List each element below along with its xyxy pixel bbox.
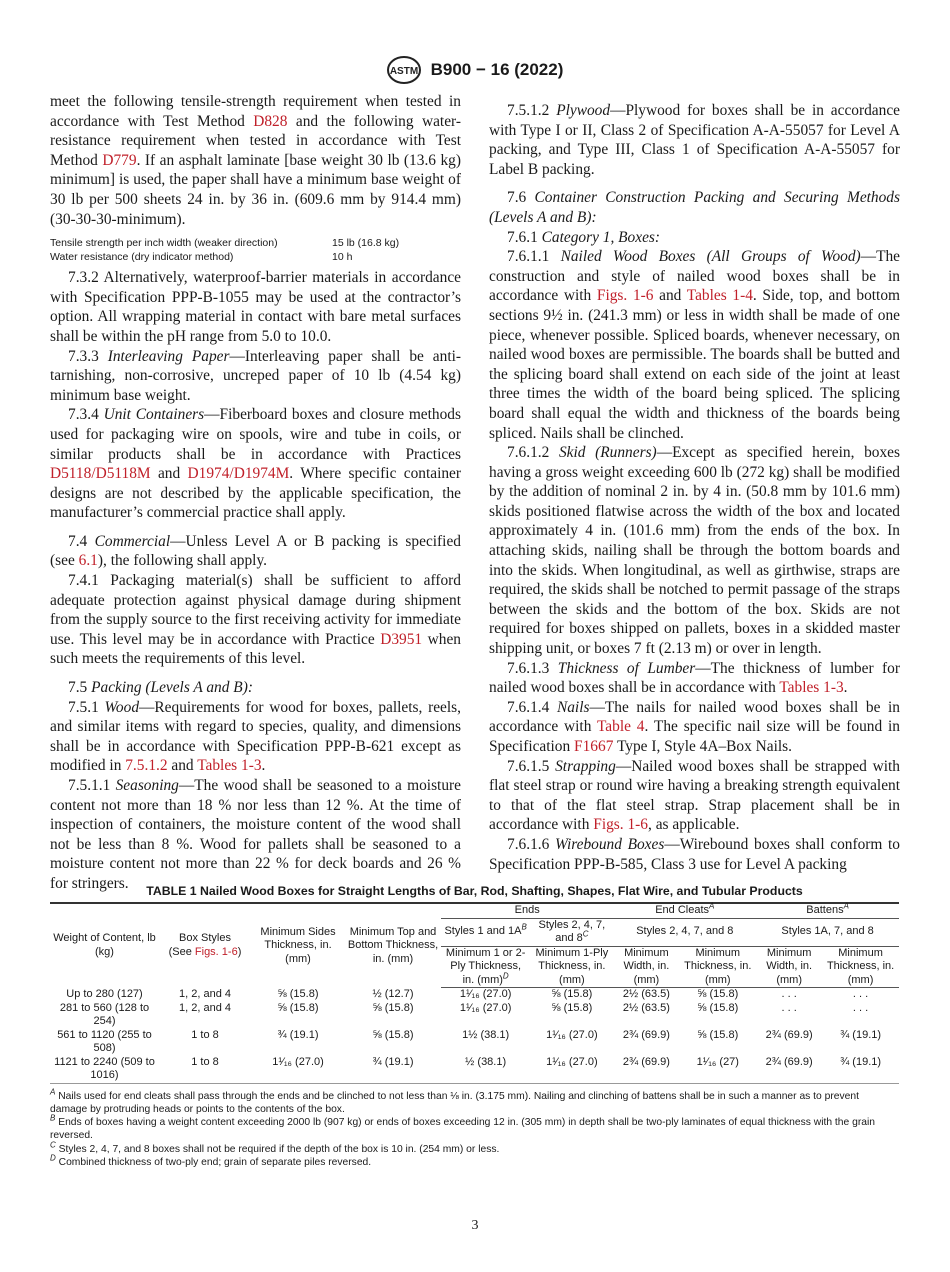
text: . Side, top, and bottom sections 9½ in. (241.3 mm) or less in width shall be made of one piece, whenever possible. Spliced boards, whenever necessary, on nailed wood boxes are permissible. The boards shall be butted and the splicing board shall extend on each side of the joint at least three times the width of the board being spliced. The splicing board shall equal the width and thickness of the boards being spliced. Nails shall be clinched. [489, 287, 900, 442]
footnote [50, 1153, 899, 1169]
paragraph [50, 405, 461, 523]
section-number: 7.6.1.1 [507, 248, 550, 266]
footnote-marker: A [50, 1087, 56, 1097]
section-heading: Category 1, Boxes: [541, 228, 661, 246]
section-number: 7.6.1.3 [507, 659, 550, 677]
section-number: 7.5.1.2 [507, 102, 550, 119]
reference-link[interactable]: F1667 [574, 738, 614, 755]
table-cell: 1 to 8 [191, 1055, 219, 1068]
table-cell: 1¹⁄₁₆ (27.0) [459, 1001, 512, 1014]
table-cell: ½ (12.7) [372, 987, 414, 1000]
table-cell: ⅝ (15.8) [697, 988, 739, 1000]
section-number: 7.6.1.2 [507, 444, 550, 462]
spec-row [50, 236, 461, 250]
paragraph [489, 698, 900, 757]
svg-text:ASTM: ASTM [389, 66, 418, 77]
section-heading: Container Construction Packing and Securing Methods (Levels A and B): [489, 189, 900, 226]
right-column [489, 92, 900, 874]
reference-link[interactable]: D1974/D1974M [187, 465, 290, 483]
section-heading: Interleaving Paper [107, 347, 230, 365]
section-number: 7.3.3 [68, 347, 99, 365]
section-number: 7.5 [68, 679, 88, 697]
reference-link[interactable]: D5118/D5118M [50, 465, 151, 483]
section-heading: Strapping [555, 757, 616, 775]
reference-link[interactable]: D828 [253, 112, 288, 130]
table-cell: 1 to 8 [191, 1028, 219, 1041]
table-1 [50, 884, 899, 1169]
reference-link[interactable]: Tables 1-3 [779, 679, 844, 697]
section-heading: Wood [104, 698, 140, 716]
text: and [653, 287, 687, 305]
col-weight: Weight of Content, lb (kg) [53, 932, 156, 958]
table-cell: 2¾ (69.9) [622, 1028, 670, 1041]
section-number: 7.3.4 [68, 406, 99, 424]
section-heading: Nailed Wood Boxes (All Groups of Wood) [560, 248, 861, 266]
spec-label: Water resistance (dry indicator method) [50, 251, 234, 264]
table-cell: 2¾ (69.9) [765, 1055, 813, 1068]
section-number: 7.4 [68, 532, 88, 550]
paragraph [489, 659, 900, 698]
col-top-bottom: Minimum Top and Bottom Thickness, in. (mm) [347, 925, 439, 965]
text [549, 660, 557, 677]
table-cell: 2½ (63.5) [622, 1001, 670, 1014]
col-batten-width: Minimum Width, in. (mm) [756, 946, 822, 988]
figs-link[interactable]: Figs. 1-6 [194, 945, 238, 958]
text: —Plywood for boxes shall be in accordance with Type I or II, Class 2 of Specification A-A-55057 for Level A packing, and Type III, Class 1 of Specification A-A-55057 for Label B packing. [489, 102, 900, 178]
footnote [50, 1087, 899, 1117]
text: —Interleaving paper shall be anti-tarnishing, non-corrosive, uncreped paper of 10 lb (4.54 kg) minimum base weight. [50, 347, 461, 404]
text [549, 248, 560, 265]
text: —The construction and style of nailed wood boxes shall be in accordance with [489, 248, 900, 305]
table-cell: . . . [852, 988, 869, 1000]
col-ends-2: Minimum 1-Ply Thickness, in. (mm) [530, 946, 613, 988]
col-batten-thickness: Minimum Thickness, in. (mm) [822, 946, 899, 988]
text [549, 699, 557, 716]
ends-styles-2: Styles 2, 4, 7, and $8^C$ [530, 918, 613, 946]
table-cell: . . . [852, 1001, 869, 1014]
section-heading: Packing (Levels A and B): [91, 679, 253, 697]
text: —Except as specified herein, boxes having a gross weight exceeding 600 lb (272 kg) shall be modified by the addition of nominal 2 in. by 4 in. (50.8 mm by 101.6 mm) skids positioned flatwise across the width of the box and located approximately 4 in. (101.6 mm) from the ends of the box. In attaching skids, nailing shall be through the bottom boards and into the skids. When longitudinal, as well as girthwise, straps are required, the skids shall be notched to permit passage of the straps between the skids and the bottom of the box. Skids are not required for boxes shipped on pallets, boxes in a skidded master shipping unit, or boxes 7 ft (2.13 m) or over in length. [489, 444, 900, 658]
section-number: 7.6.1.4 [507, 698, 550, 716]
paragraph [489, 443, 900, 659]
table-cell: ⅝ (15.8) [551, 988, 593, 1000]
section-number: 7.6.1.6 [507, 835, 550, 853]
text: —Fiberboard boxes and closure methods used for packaging wire on spools, wire and tube in coils, or similar products shall be in accordance with Practices [50, 406, 461, 463]
reference-link[interactable]: 7.5.1.2 [125, 757, 168, 775]
reference-link[interactable]: D3951 [380, 630, 423, 648]
text [99, 348, 108, 365]
group-ends: Ends [441, 903, 613, 918]
text: Packaging material(s) shall be sufficient to afford adequate protection against physical damage during shipment from the supply source to the first receiving activity for immediate use. This level may be in accordance with Practice [50, 572, 461, 648]
table-cell: Up to 280 (127) [66, 987, 143, 1000]
reference-link[interactable]: Figs. 1-6 [596, 287, 654, 305]
table-cell: ⅝ (15.8) [372, 1028, 414, 1041]
ends-styles-1: Styles 1 and $1A^B$ [441, 918, 530, 946]
table-cell: ⅝ (15.8) [277, 987, 319, 1000]
table-cell: ⅝ (15.8) [277, 1001, 319, 1014]
table-cell: 2¾ (69.9) [622, 1055, 670, 1068]
text: , as applicable. [648, 816, 740, 834]
col-ends-1: Minimum 1 or 2-Ply Thickness, in. (mm)$^D$ [441, 946, 530, 988]
text: —The thickness of lumber for nailed wood boxes shall be in accordance with [489, 659, 900, 697]
footnote-text: Nails used for end cleats shall pass through the ends and be clinched to not less than ⅛ in. (3.175 mm). Nailing and clinching of battens shall be in such a manner as to prevent damage by protruding heads or points to the contents of the box. [50, 1090, 859, 1115]
table-cell: ½ (38.1) [465, 1055, 507, 1068]
table-cell: ¾ (19.1) [840, 1055, 882, 1068]
section-heading: Seasoning [115, 777, 179, 794]
col-cleat-width: Minimum Width, in. (mm) [613, 946, 679, 988]
footnote [50, 1113, 899, 1143]
section-number: 7.4.1 [68, 572, 99, 590]
text: . Where specific container designs are not described by the applicable specification, the manufacturer’s commercial practice shall apply. [50, 465, 462, 522]
spec-requirements-table [50, 236, 461, 264]
paragraph [50, 678, 461, 698]
table-row [50, 1002, 899, 1029]
table-cell: 1, 2, and 4 [179, 1001, 231, 1014]
table-cell: . . . [781, 988, 797, 1000]
footnote-text: Combined thickness of two-ply end; grain of separate piles reversed. [55, 1156, 372, 1168]
section-heading: Skid (Runners) [558, 444, 657, 462]
footnote [50, 1140, 899, 1156]
section-heading: Unit Containers [103, 406, 205, 424]
group-battens: Battens$^A$ [756, 903, 899, 918]
paragraph [50, 347, 461, 406]
table-footnotes [50, 1087, 899, 1170]
spec-row [50, 250, 461, 264]
text: —Nailed wood boxes shall be strapped with flat steel strap or round wire having a breaking strength equivalent to that of the flat steel strap. Strap placement shall be in accordance with [489, 757, 900, 834]
reference-link[interactable]: Figs. 1-6 [593, 816, 648, 834]
text: —Unless Level A or B packing is specified (see [50, 532, 461, 570]
group-end-cleats: End Cleats$^A$ [613, 903, 756, 918]
standard-designation: B900 − 16 (2022) [430, 60, 564, 79]
section-heading: Commercial [94, 532, 171, 550]
reference-link[interactable]: D779 [102, 151, 137, 169]
paragraph [50, 92, 461, 229]
paragraph [50, 532, 461, 571]
text: and [150, 465, 188, 483]
section-number: 7.5.1 [68, 698, 99, 716]
col-sides: Minimum Sides Thickness, in. (mm) [260, 925, 336, 965]
table-cell: 1, 2, and 4 [179, 987, 231, 1000]
table-cell: 1¹⁄₁₆ (27.0) [459, 988, 512, 1000]
table-cell: ⅝ (15.8) [697, 1028, 739, 1041]
page-header [0, 56, 950, 84]
astm-logo-icon [387, 56, 421, 84]
text: —The nails for nailed wood boxes shall be in accordance with [489, 698, 900, 736]
battens-styles: Styles 1A, 7, and 8 [756, 918, 899, 946]
spec-label: Tensile strength per inch width (weaker direction) [50, 237, 278, 250]
table-cell: 1¹⁄₁₆ (27.0) [546, 1055, 598, 1068]
text: ), the following shall apply. [97, 552, 267, 570]
paragraph [50, 571, 461, 669]
text: meet the following tensile-strength requirement when tested in accordance with Test Method [50, 93, 461, 130]
table-cell: 281 to 560 (128 to 254) [59, 1001, 150, 1027]
text [549, 444, 559, 461]
reference-link[interactable]: 6.1 [78, 552, 98, 570]
section-number: 7.6.1 [507, 228, 538, 246]
text: —The wood shall be seasoned to a moisture content not more than 18 % nor less than 12 %. At the time of inspection of containers, the moisture content of the wood shall not be less than 8 %. Wood for pallets shall be seasoned to a moisture content not more than 22 % for deck boards and 26 % for stringers. [50, 777, 461, 892]
table-cell: ¾ (19.1) [277, 1028, 319, 1041]
table-row [50, 1029, 899, 1056]
table-cell: ⅝ (15.8) [697, 1001, 739, 1014]
table-title: TABLE 1 Nailed Wood Boxes for Straight Lengths of Bar, Rod, Shafting, Shapes, Flat Wire, and Tubular Products [146, 884, 803, 898]
text [526, 189, 534, 206]
text [87, 533, 94, 550]
footnote-text: Ends of boxes having a weight content exceeding 2000 lb (907 kg) or ends of boxes exceeding 12 in. (305 mm) in depth shall be two-ply laminates of equal thickness with the grain reversed. [50, 1117, 876, 1142]
paragraph [489, 101, 900, 179]
section-heading: Thickness of Lumber [557, 659, 696, 677]
paragraph [489, 247, 900, 443]
table-cell: ⅝ (15.8) [551, 1001, 593, 1014]
col-box-styles: Box Styles (See Figs. 1-6) [168, 932, 242, 958]
table-cell: ¾ (19.1) [840, 1028, 882, 1041]
table-cell: 1121 to 2240 (509 to 1016) [54, 1055, 155, 1081]
text: Alternatively, waterproof-barrier materials in accordance with Specification PPP-B-1055 may be used at the contractor’s option. All wrapping material in contact with bare metal surfaces shall be within the pH range from 5.0 to 10.0. [50, 269, 461, 345]
paragraph [489, 835, 900, 874]
text: Type I, Style 4A–Box Nails. [613, 738, 793, 755]
spec-value: 10 h [332, 251, 353, 264]
paragraph [50, 698, 461, 776]
text: —Requirements for wood for boxes, pallets, reels, and similar items with regard to species, quality, and dimensions shall be in accordance with Specification PPP-B-621 except as modified in [50, 698, 461, 775]
table-cell: 2½ (63.5) [622, 988, 670, 1000]
footnote-marker: D [50, 1153, 56, 1163]
footnote-marker: C [50, 1140, 56, 1150]
text: —Wirebound boxes shall conform to Specification PPP-B-585, Class 3 use for Level A packing [489, 835, 900, 873]
paragraph [489, 188, 900, 227]
section-number: 7.3.2 [68, 269, 99, 287]
reference-link[interactable]: Tables 1-4 [686, 287, 753, 305]
section-number: 7.5.1.1 [68, 777, 111, 794]
text: . If an asphalt laminate [base weight 30 lb (13.6 kg) minimum] is used, the paper shall have a minimum base weight of 30 lb per 500 sheets 24 in. by 36 in. (609.6 mm by 914.4 mm) (30-30-30-minimum). [50, 151, 461, 228]
text: . [843, 679, 848, 697]
paragraph [50, 776, 461, 894]
text: when such meets the requirements of this level. [50, 630, 462, 668]
table-cell: . . . [781, 1001, 797, 1014]
section-heading: Wirebound Boxes [554, 835, 665, 853]
reference-link[interactable]: Table 4 [596, 718, 645, 736]
footnote-marker: B [50, 1113, 56, 1123]
paragraph [489, 228, 900, 248]
reference-link[interactable]: Tables 1-3 [197, 757, 262, 775]
table-cell: 2¾ (69.9) [765, 1028, 813, 1041]
text: and [167, 757, 198, 775]
section-heading: Nails [556, 698, 590, 716]
col-cleat-thickness: Minimum Thickness, in. (mm) [679, 946, 756, 988]
table-row [50, 1056, 899, 1084]
text: and the following water-resistance requirement when tested in accordance with Test Method [50, 112, 461, 169]
table-cell: 561 to 1120 (255 to 508) [57, 1028, 152, 1054]
table-cell: 1½ (38.1) [462, 1028, 510, 1041]
paragraph [50, 268, 461, 346]
table-cell: 1¹⁄₁₆ (27.0) [272, 1055, 324, 1068]
section-number: 7.6 [507, 189, 527, 207]
page-number: 3 [471, 1218, 479, 1233]
spec-value: 15 lb (16.8 kg) [332, 237, 400, 250]
left-column [50, 92, 461, 894]
table-cell: ¾ (19.1) [372, 1055, 414, 1068]
footnote-text: Styles 2, 4, 7, and 8 boxes shall not be required if the depth of the box is 10 in. (254 mm) or less. [55, 1143, 500, 1155]
table-row [50, 988, 899, 1002]
table-cell: ⅝ (15.8) [372, 1001, 414, 1014]
cleats-styles: Styles 2, 4, 7, and 8 [613, 918, 756, 946]
section-heading: Plywood [556, 102, 611, 119]
table-cell: 1¹⁄₁₆ (27.0) [546, 1028, 598, 1041]
table-cell: 1¹⁄₁₆ (27) [696, 1055, 739, 1068]
paragraph [489, 757, 900, 835]
section-number: 7.6.1.5 [507, 757, 550, 775]
text: . The specific nail size will be found in Specification [489, 718, 900, 755]
text: . [261, 757, 266, 775]
